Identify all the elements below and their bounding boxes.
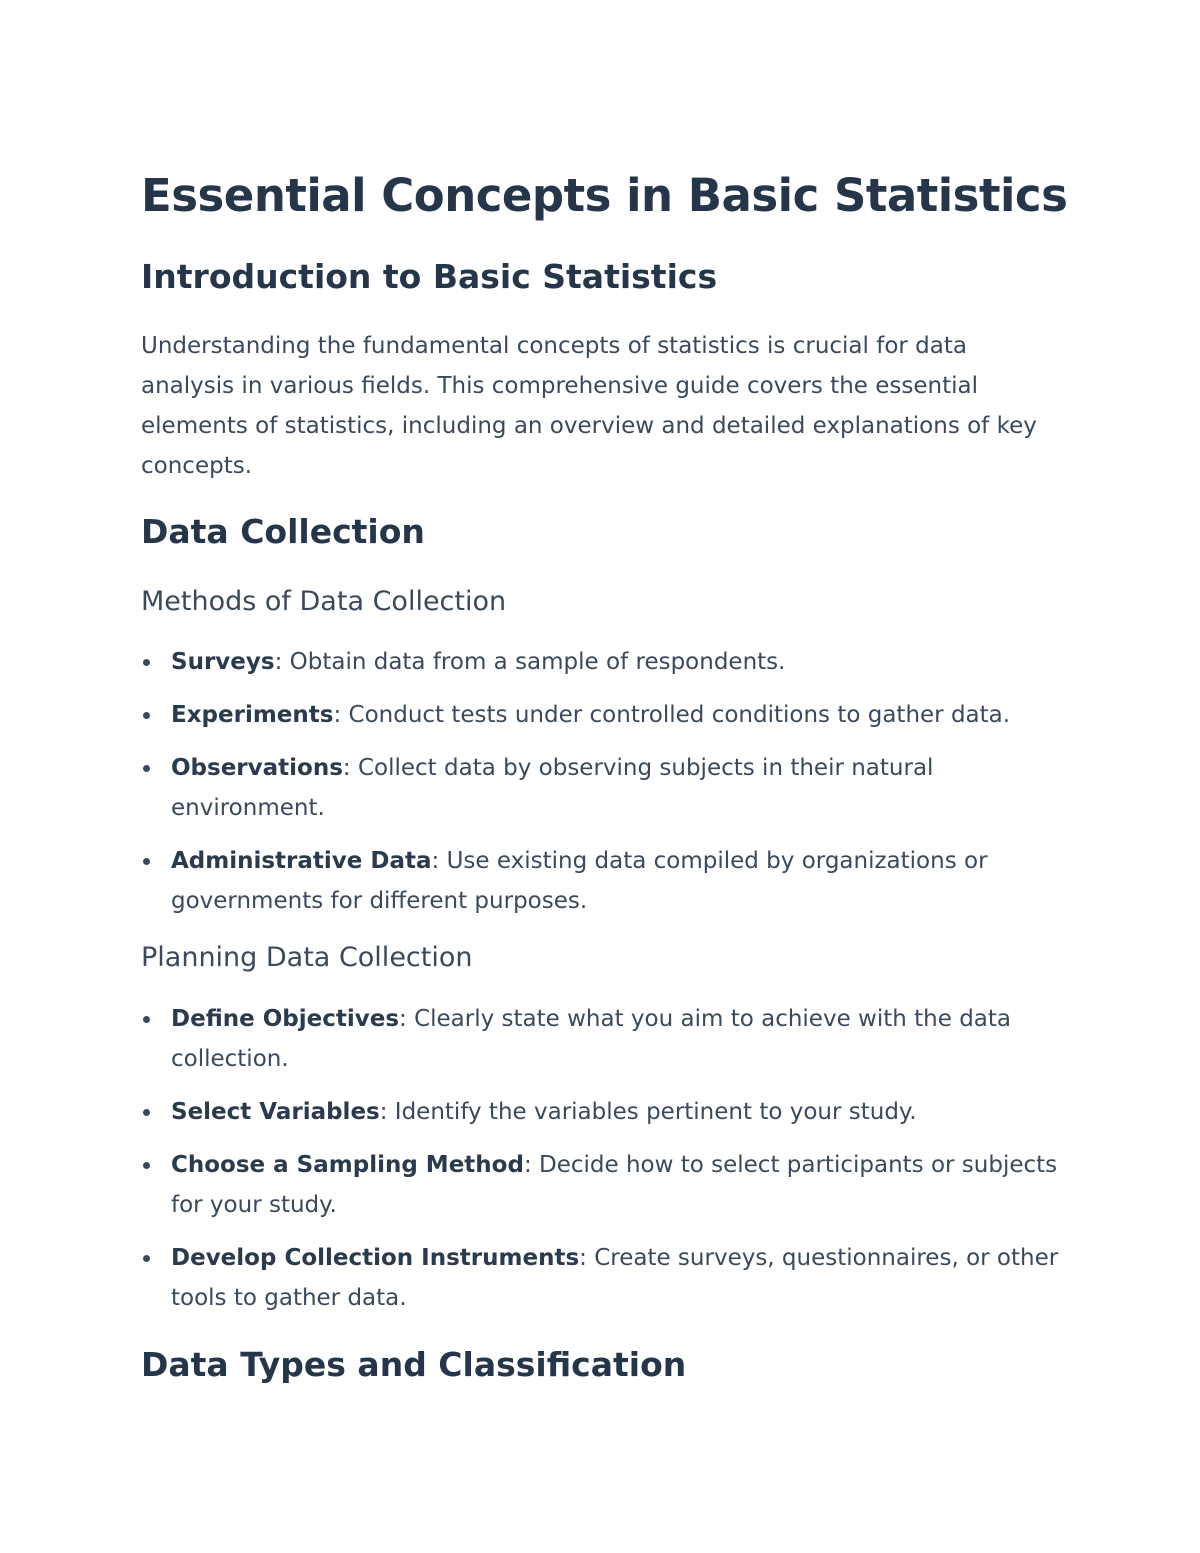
document-title: Essential Concepts in Basic Statistics — [141, 169, 1068, 222]
list-item-desc: : Collect data by observing subjects in their natural environment. — [171, 755, 934, 821]
list-item-desc: : Obtain data from a sample of respondents. — [274, 649, 786, 675]
section-heading-data-collection: Data Collection — [141, 512, 425, 551]
list-item-term: Develop Collection Instruments — [171, 1245, 580, 1271]
list-item-term: Administrative Data — [171, 848, 432, 874]
list-item-desc: : Identify the variables pertinent to your study. — [379, 1099, 917, 1125]
bullet-icon — [143, 712, 150, 719]
section-heading-intro: Introduction to Basic Statistics — [141, 257, 718, 296]
planning-list — [141, 999, 1071, 1331]
list-item-desc: : Decide how to select participants or subjects for your study. — [171, 1152, 1058, 1218]
subheading-planning: Planning Data Collection — [141, 942, 473, 973]
list-item — [141, 1238, 1071, 1318]
list-item — [141, 1092, 1071, 1132]
list-item-desc: : Conduct tests under controlled conditions to gather data. — [333, 702, 1011, 728]
list-item-desc: : Use existing data compiled by organizations or governments for different purposes. — [171, 848, 988, 914]
bullet-icon — [143, 765, 150, 772]
list-item-term: Select Variables — [171, 1099, 380, 1125]
bullet-icon — [143, 1109, 150, 1116]
subheading-methods: Methods of Data Collection — [141, 586, 507, 617]
bullet-icon — [143, 1016, 150, 1023]
list-item — [141, 841, 1071, 921]
methods-list — [141, 642, 1071, 934]
list-item — [141, 748, 1071, 828]
list-item-term: Choose a Sampling Method — [171, 1152, 524, 1178]
bullet-icon — [143, 659, 150, 666]
list-item-term: Observations — [171, 755, 343, 781]
list-item — [141, 999, 1071, 1079]
list-item — [141, 642, 1071, 682]
bullet-icon — [143, 1162, 150, 1169]
bullet-icon — [143, 1255, 150, 1262]
list-item-term: Experiments — [171, 702, 334, 728]
list-item-desc: : Create surveys, questionnaires, or other tools to gather data. — [171, 1245, 1059, 1311]
list-item-term: Define Objectives — [171, 1006, 400, 1032]
section-heading-data-types: Data Types and Classification — [141, 1345, 687, 1384]
bullet-icon — [143, 858, 150, 865]
intro-paragraph: Understanding the fundamental concepts of statistics is crucial for data analysis in various fields. This comprehensive guide covers the essential elements of statistics, including an overview and detailed explanations of key concepts. — [141, 333, 1037, 479]
list-item — [141, 1145, 1071, 1225]
list-item — [141, 695, 1071, 735]
list-item-term: Surveys — [171, 649, 275, 675]
list-item-desc: : Clearly state what you aim to achieve with the data collection. — [171, 1006, 1011, 1072]
